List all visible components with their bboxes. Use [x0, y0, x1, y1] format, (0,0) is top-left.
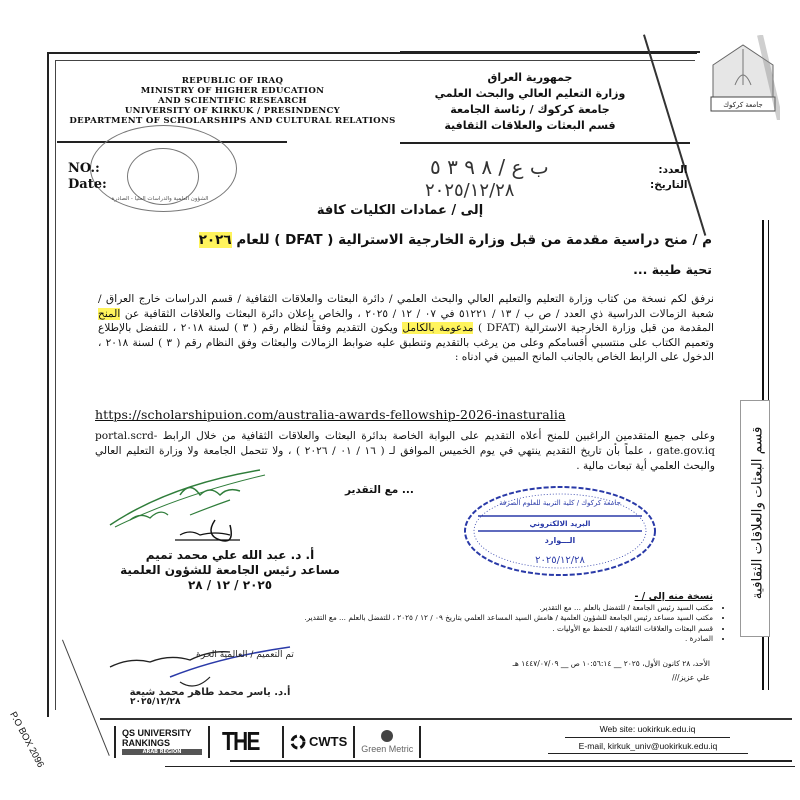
- qs-rankings-logo: [122, 728, 202, 755]
- po-box: P.O BOX 2096: [7, 710, 46, 770]
- application-paragraph: وعلى جميع المتقدمين الراغبين للمنح أعلاه التقديم على البوابة الخاصة بدائرة البعثات والعلاقات الثقافية من خلال الرابط portal.scrd-gate.gov.iq ، علماً بأن تاريخ التقديم ينتهي في يوم الخميس الموافق لـ ( ١٦ / ٠١ / ٢٠٢٦ ) ، ولا تتحمل الجامعة ولا وزارة التعليم العالي والبحث العلمي أية تبعات مالية .: [95, 430, 715, 472]
- university-crest-icon: [705, 35, 780, 120]
- signatory-date: ٢٠٢٥ / ١٢ / ٢٨: [187, 578, 273, 592]
- qs-logo-band: ARAB REGION: [122, 749, 202, 755]
- highlight-fully-funded: مدعومة بالكامل: [402, 322, 474, 335]
- signatory-title: مساعد رئيس الجامعة للشؤون العلمية: [120, 563, 340, 577]
- footer-info: [270, 657, 710, 685]
- svg-text:٢٠٢٥/١٢/٢٨: ٢٠٢٥/١٢/٢٨: [535, 555, 585, 566]
- logo-separator: [353, 726, 355, 758]
- signatory-block: [70, 548, 390, 593]
- green-metric-text: Green Metric: [361, 744, 414, 754]
- number-label: NO.:: [68, 161, 100, 176]
- the-logo: THE: [222, 726, 259, 756]
- svg-text:الـــوارد: الـــوارد: [544, 536, 576, 545]
- globe-icon: [380, 729, 394, 743]
- number-label-ar: العدد:: [658, 164, 688, 176]
- body-text: ويكون التقديم وفقاً لنظام رقم ( ٣ ) لسنة ٢٠١٨ ، للتفضل بالإطلاع وتعميم الكتاب على منتسبي أقسامكم وعلى من يرغب بالتقديم وتنطبق عليه ضوابط الزمالات والبعثات وفق النظام رقم ( ٣ ) لسنة ٢٠١٨ ، الدخول على الرابط الخاص بالجانب المانح المبين في ادناه :: [98, 322, 714, 364]
- highlight-grants: المنح: [98, 307, 121, 320]
- regards: ... مع التقدير: [345, 484, 414, 496]
- cwts-logo-text: CWTS: [309, 734, 348, 749]
- issue-timestamp: الأحد، ٢٨ كانون الأول، ٢٠٢٥ __ ١٠:٥٦:١٤ ص __ ١٤٤٧/٠٧/٠٩ هـ: [512, 659, 710, 668]
- cc-item: • الصادرة .: [150, 634, 713, 644]
- header-ar-line: جامعة كركوك / رئاسة الجامعة: [450, 103, 610, 116]
- header-diagonal-line: [643, 34, 706, 235]
- frame-border-left: [47, 52, 49, 717]
- svg-text:البريد الالكتروني: البريد الالكتروني: [529, 519, 591, 528]
- footer-bottom-rule: [165, 766, 795, 767]
- signature-handwritten-icon: [90, 465, 280, 550]
- body-text: المقدمة من قبل وزارة الخارجية الاسترالية (DFAT ): [478, 322, 715, 335]
- incoming-mail-stamp: [460, 483, 660, 578]
- logo-separator: [114, 726, 116, 758]
- handwritten-number: ب ع / ٨ ٩ ٣ ٥: [430, 155, 549, 179]
- signatory-name: أ. د. عبد الله علي محمد تميم: [145, 548, 315, 562]
- cwts-icon: [290, 734, 306, 750]
- body-paragraph: [98, 292, 714, 365]
- header-ar-line: وزارة التعليم العالي والبحث العلمي: [434, 87, 626, 100]
- date-label: Date:: [68, 177, 107, 192]
- date-label-ar: التاريخ:: [650, 179, 688, 191]
- scholarship-link[interactable]: https://scholarshipuion.com/australia-awards-fellowship-2026-inasturalia: [95, 407, 566, 422]
- subject-line: [100, 232, 712, 248]
- subject-year-highlight: ٢٠٢٦: [198, 232, 232, 248]
- svg-text:أ.د. ياسر محمد طاهر محمد شيعة: أ.د. ياسر محمد طاهر محمد شيعة: [129, 687, 291, 698]
- logo-separator: [419, 726, 421, 758]
- cc-item: • مكتب السيد مساعد رئيس الجامعة للشؤون العلمية / هامش السيد المساعد العلمي بتاريخ ٠٩ / ١٢ / ٢٠٢٥ ، للتفضل بالعلم ... مع التقدير.: [150, 613, 713, 623]
- header-ar-line: قسم البعثات والعلاقات الثقافية: [444, 119, 616, 132]
- qs-logo-text: QS UNIVERSITY RANKINGS: [122, 728, 192, 748]
- header-divider: [400, 142, 690, 144]
- logo-separator: [282, 726, 284, 758]
- number-date-labels-en: [68, 161, 107, 193]
- cc-item: • قسم البعثات والعلاقات الثقافية / للحفظ مع الأوليات .: [150, 624, 713, 634]
- svg-text:جامعة كركوك / كلية التربية للع: جامعة كركوك / كلية التربية للعلوم الصرفة: [499, 499, 621, 507]
- side-department-label: قسم البعثات والعلاقات الثقافية: [749, 426, 766, 600]
- header-arabic: [430, 70, 630, 134]
- svg-text:تم التعميم / العالمية الحرة: تم التعميم / العالمية الحرة: [196, 650, 294, 660]
- green-metric-logo: [361, 729, 413, 754]
- email-link[interactable]: E-mail, kirkuk_univ@uokirkuk.edu.iq: [548, 741, 748, 754]
- handwritten-date: ٢٠٢٥/١٢/٢٨: [425, 180, 515, 201]
- footer-bottom-rule: [230, 760, 792, 762]
- subject-text: م / منح دراسية مقدمة من قبل وزارة الخارجية الاسترالية ( DFAT ) للعام: [236, 232, 712, 248]
- header-en-line: MINISTRY OF HIGHER EDUCATION: [140, 86, 325, 96]
- ranking-logos: [108, 724, 553, 759]
- website-link[interactable]: Web site: uokirkuk.edu.iq: [565, 724, 730, 738]
- clerk-name: علي عزيز///: [671, 673, 710, 682]
- top-rule: [400, 51, 700, 53]
- cc-item: • مكتب السيد رئيس الجامعة / للتفضل بالعلم ... مع التقدير.: [150, 603, 713, 613]
- greeting: تحية طيبة ...: [633, 262, 712, 277]
- body-text: نرفق لكم نسخة من كتاب وزارة التعليم والتعليم العالي والبحث العلمي / دائرة البعثات والعلاقات الثقافية / قسم الدراسات خارج العراق / شعبة الزمالات الدراسية ذي العدد / ص ب / ١٣ / ٥١٢٢١ في ٠٧ / ١٢ / ٢٠٢٥ ، والخاص بإعلان دائرة البعثات والعلاقات الثقافية عن: [98, 293, 714, 320]
- recipient-line: إلى / عمادات الكليات كافة: [316, 203, 484, 218]
- frame-border-left-inner: [55, 60, 56, 710]
- number-date-labels-ar: [650, 163, 688, 193]
- header-ar-line: جمهورية العراق: [487, 71, 573, 84]
- logo-separator: [208, 726, 210, 758]
- cc-title: نسخة منه إلى / -: [634, 591, 713, 602]
- frame-border-top-inner: [55, 60, 695, 61]
- header-en-line: AND SCIENTIFIC RESEARCH: [158, 96, 307, 106]
- official-seal-text: الشؤون العلمية والدراسات العليا - الصادرة: [111, 196, 209, 202]
- cwts-logo: [290, 734, 347, 750]
- header-en-line: REPUBLIC OF IRAQ: [181, 76, 284, 86]
- svg-text:جامعة كركوك: جامعة كركوك: [723, 101, 763, 109]
- footer-divider: [100, 718, 792, 720]
- header-en-line: UNIVERSITY OF KIRKUK / PRESINDENCY: [124, 106, 341, 116]
- header-english: [60, 76, 405, 126]
- second-signature-date: ٢٠٢٥/١٢/٢٨: [130, 697, 181, 707]
- header-en-line: DEPARTMENT OF SCHOLARSHIPS AND CULTURAL RELATIONS: [69, 116, 396, 126]
